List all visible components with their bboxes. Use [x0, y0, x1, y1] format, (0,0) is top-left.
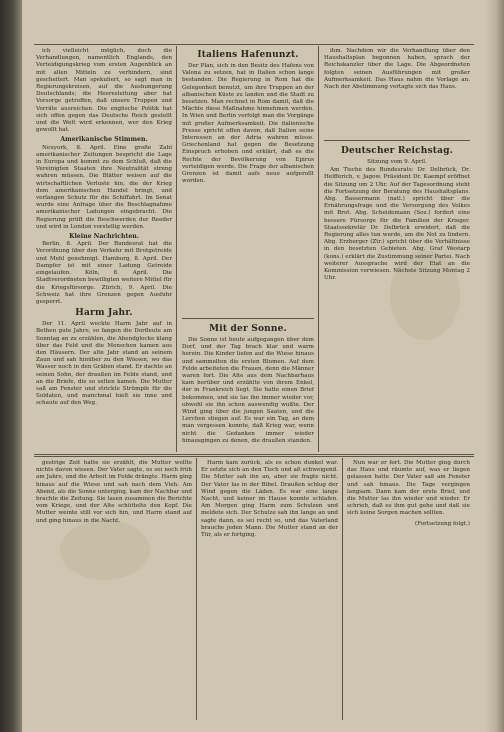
article-text: Berlin, 8. April. Der Bundesrat hat die Verordnung über den Verkehr mit Brotgetreide und Mehl genehmigt. Hamburg, 8. April. Der Dampfer ist mit einer Ladung Getreide eingelaufen. Köln, 8. April. Die Stadtverordneten bewilligten weitere Mittel für die Kriegsfürsorge. Zürich, 9. April. Die Schweiz hat ihre Grenzen gegen Ausfuhr gesperrt. [36, 241, 172, 305]
mid-rule [34, 454, 474, 455]
story-text: Der 11. April weckte Harm Jahr auf in Bethen gute Jahre, so fangen die Dorfleute am Sonntag an zu erzählen, die Abendglocke klang über das Feld und die Menschen kamen aus den Häusern. Der alte Jahr stand an seinem Zaun und sah hinüber zu den Wiesen, wo das Wasser noch in den Gräben stand. Er dachte an seinen Sohn, der draußen im Felde stand, und an die Briefe, die so selten kamen. Die Mutter saß am Fenster und strickte Strümpfe für die Soldaten, und manchmal hielt sie inne und schaute auf den Weg. [36, 321, 172, 407]
binding-gutter [0, 0, 22, 732]
column-2 [182, 48, 314, 316]
page-edge [496, 0, 504, 732]
bottom-column-3 [347, 460, 470, 720]
column-1 [36, 48, 172, 452]
mid-rule-2 [34, 456, 474, 457]
page-shadow [486, 0, 496, 732]
section-rule [182, 318, 314, 321]
article-text: Der Plan, sich in den Besitz des Hafens von Valona zu setzen, hat in Italien schon lange bestanden. Die Regierung in Rom hat die Gelegenheit benutzt, um ihre Truppen an der albanischen Küste zu landen und die Stadt zu besetzen. Man rechnet in Rom damit, daß die Mächte diese Maßnahme hinnehmen werden. In Wien und Berlin verfolgt man die Vorgänge mit großer Aufmerksamkeit. Die italienische Presse spricht offen davon, daß Italien seine Interessen an der Adria wahren müsse. Griechenland hat gegen die Besetzung Einspruch erhoben und erklärt, daß es die Rechte der Bevölkerung von Epirus verteidigen werde. Die Frage der albanischen Grenzen ist damit aufs neue aufgerollt worden. [182, 63, 314, 185]
story-text: Harm kam zurück, als es schon dunkel war. Er setzte sich an den Tisch und aß schweigend. Die Mutter sah ihn an, aber sie fragte nicht. Der Vater las in der Bibel. Draußen schlug der Wind gegen die Läden. Es war eine lange Nacht, und keiner im Hause konnte schlafen. Am Morgen ging Harm zum Schulzen und meldete sich. Der Schulze sah ihn lange an und sagte dann, es sei recht so, und das Vaterland brauche jeden Mann. Die Mutter stand an der Tür, als er fortging. [201, 460, 338, 539]
top-rule [34, 44, 474, 45]
bottom-column-2 [201, 460, 338, 720]
story-text: Die Sonne ist heute aufgegangen über dem Dorf, und der Tag brach klar und warm herein. Die Kinder liefen auf die Wiese hinaus und sammelten die ersten Blumen. Auf dem Felde arbeiteten die Frauen, denn die Männer waren fort. Die Alte aus dem Nachbarhaus kam herüber und erzählte von ihrem Enkel, der in Frankreich liegt. Sie hatte einen Brief bekommen, und sie las ihn immer wieder vor, obwohl sie ihn schon auswendig wußte. Der Wind ging über die jungen Saaten, und die Lerchen stiegen auf. Es war ein Tag, an dem man vergessen konnte, daß Krieg war, wenn nicht die Gedanken immer wieder hinausgingen zu denen, die draußen standen. [182, 337, 314, 444]
story-text: gestrige Zeit hatte sie erzählt, die Mutter wollte nichts davon wissen. Der Vater sagte, es sei noch früh am Jahre, und die Arbeit im Felde drängte. Harm ging hinaus auf die Wiese und sah nach dem Vieh. Am Abend, als die Sonne unterging, kam der Nachbar und brachte die Zeitung. Sie lasen zusammen die Berichte vom Kriege, und der Alte schüttelte den Kopf. Die Mutter weinte still vor sich hin, und Harm stand auf und ging hinaus in die Nacht. [36, 460, 192, 524]
column-2-story [182, 322, 314, 452]
section-rule-2 [324, 140, 470, 143]
section-heading: Kleine Nachrichten. [69, 233, 139, 241]
column-3 [324, 144, 470, 452]
section-heading: Amerikanische Stimmen. [60, 136, 148, 144]
column-rule-4 [342, 458, 343, 720]
continued-note: (Fortsetzung folgt.) [414, 520, 470, 527]
column-rule-3 [196, 458, 197, 720]
story-heading: Mit der Sonne. [209, 324, 287, 334]
article-text: ihm. Nachdem wir die Verhandlung über den Haushaltsplan begonnen haben, sprach der Reichskanzler über die Lage. Die Abgeordneten folgten seinen Ausführungen mit großer Aufmerksamkeit. Das Haus nahm die Vorlage an. Nach der Abstimmung vertagte sich das Haus. [324, 48, 470, 91]
article-heading: Italiens Hafenunzt. [197, 50, 299, 60]
article-heading: Deutscher Reichstag. [340, 146, 454, 156]
sitting-date: Sitzung vom 9. April. [367, 159, 427, 165]
article-text: Neuyork, 8. April. Eine große Zahl amerikanischer Zeitungen bespricht die Lage in Europa und kommt zu dem Schluß, daß die Vereinigten Staaten ihre Neutralität streng wahren müssen. Die Blätter weisen auf die wirtschaftlichen Verluste hin, die der Krieg dem amerikanischen Handel bringt, und verlangen Schutz für die Schiffahrt. Im Senat wurde eine Anfrage über die Beschlagnahme amerikanischer Ladungen eingebracht. Die Regierung prüft die Beschwerden der Reeder und wird in London vorstellig werden. [36, 144, 172, 230]
article-text: ich vielleicht möglich, doch die Verhandlungen, namentlich Englands, den Verteidigungskrieg vom ersten Augenblick an mit allen Mitteln zu verhindern, sind gescheitert. Man spekuliert, so sagt man in Regierungskreisen, auf die Aushungerung Deutschlands; die Heeresleitung aber hat Vorsorge getroffen, daß unsere Truppen und Vorräte ausreichen. Die englische Politik hat sich offen gegen das Deutsche Reich gestellt und die Welt wird erkennen, wer den Krieg gewollt hat. [36, 48, 172, 134]
column-rule-1 [176, 46, 177, 452]
bottom-column-1 [36, 460, 192, 720]
column-3-top [324, 48, 470, 138]
story-heading: Harm Jahr. [75, 308, 133, 319]
article-text: Am Tische des Bundesrats: Dr. Delbrück, Dr. Helfferich, v. Jagow. Präsident Dr. Kaempf eröffnet die Sitzung um 2 Uhr. Auf der Tagesordnung steht die Fortsetzung der Beratung des Haushaltsplans. Abg. Bassermann (natl.) spricht über die Ernährungsfrage und die Versorgung des Volkes mit Brot. Abg. Scheidemann (Soz.) fordert eine bessere Fürsorge für die Familien der Krieger. Staatssekretär Dr. Delbrück erwidert, daß die Regierung alles tun werde, um die Not zu lindern. Abg. Erzberger (Ztr.) spricht über die Verhältnisse in den besetzten Gebieten. Abg. Graf Westarp (kons.) erklärt die Zustimmung seiner Partei. Nach weiterer Aussprache wird der Etat an die Kommission verwiesen. Nächste Sitzung Montag 2 Uhr. [324, 167, 470, 282]
column-rule-2 [318, 46, 319, 452]
story-text: Nun war er fort. Die Mutter ging durch das Haus und räumte auf, was er liegen gelassen hatte. Der Vater saß am Fenster und sah hinaus. Die Tage vergingen langsam. Dann kam der erste Brief, und die Mutter las ihn wieder und wieder. Er schrieb, daß es ihm gut gehe und daß sie sich keine Sorgen machen sollten. [347, 460, 470, 517]
